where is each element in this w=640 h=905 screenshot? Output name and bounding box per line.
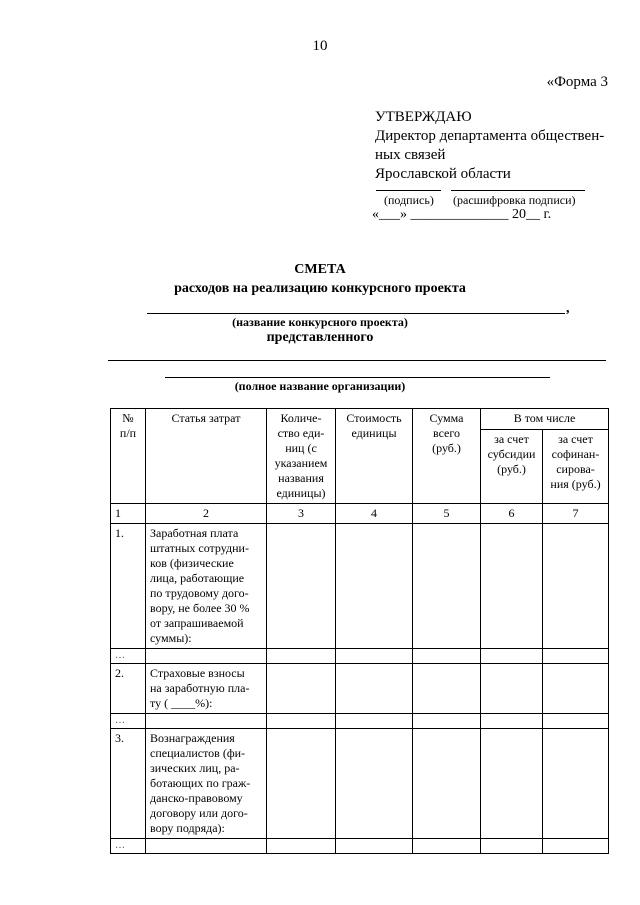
ellipsis: … [111,839,146,854]
row-number: 1. [111,524,146,649]
table-row [111,664,609,714]
empty-cell [481,664,543,714]
header-item: Статья затрат [146,409,267,504]
project-name-caption: (название конкурсного проекта) [232,315,408,329]
approver-line-3: Ярославской области [375,166,511,182]
approver-line-2: ных связей [375,147,446,163]
presented-label: представленного [266,330,374,345]
col-number: 5 [413,504,481,524]
ellipsis: … [111,714,146,729]
col-number: 3 [267,504,336,524]
project-name-line [147,313,565,314]
empty-cell [413,729,481,839]
expense-item: Вознаграждения специалистов (фи- зических лиц, ра- ботающих по граж- данско-правовому договору или дого- вору подряда): [146,729,267,839]
header-including: В том числе [481,409,609,430]
empty-cell [481,524,543,649]
approve-heading: УТВЕРЖДАЮ [375,109,472,125]
org-line-2 [165,377,550,378]
col-number: 1 [111,504,146,524]
column-number-row [111,504,609,524]
ellipsis-row [111,839,609,854]
row-number: 2. [111,664,146,714]
expense-item: Заработная плата штатных сотрудни- ков (физические лица, работающие по трудовому дого- вору, не более 30 % от запрашиваемой суммы): [146,524,267,649]
estimate-table [110,408,609,854]
empty-cell [413,664,481,714]
col-number: 7 [543,504,609,524]
header-unit-cost: Стоимость единицы [336,409,413,504]
org-line-1 [108,360,606,361]
col-number: 4 [336,504,413,524]
project-line-comma: , [566,301,570,316]
empty-cell [336,664,413,714]
table-row [111,729,609,839]
col-number: 2 [146,504,267,524]
document-subtitle: расходов на реализацию конкурсного проекта [174,281,466,296]
empty-cell [543,524,609,649]
row-number: 3. [111,729,146,839]
empty-cell [336,729,413,839]
signature-caption: (подпись) [384,193,434,207]
empty-cell [267,664,336,714]
form-label: «Форма 3 [546,74,608,90]
empty-cell [543,729,609,839]
document-title: СМЕТА [294,262,346,277]
approver-line-1: Директор департамента обществен- [375,128,605,144]
header-quantity: Количе- ство еди- ниц (с указанием названия единицы) [267,409,336,504]
empty-cell [413,524,481,649]
decode-caption: (расшифровка подписи) [453,193,576,207]
org-name-caption: (полное название организации) [234,379,406,393]
empty-cell [336,524,413,649]
empty-cell [267,524,336,649]
page-number: 10 [312,38,328,54]
decode-line [451,190,585,191]
header-no: № п/п [111,409,146,504]
table-row [111,524,609,649]
header-total: Сумма всего (руб.) [413,409,481,504]
header-cofinancing: за счет софинан- сирова- ния (руб.) [543,429,609,503]
col-number: 6 [481,504,543,524]
empty-cell [481,729,543,839]
header-subsidy: за счет субсидии (руб.) [481,429,543,503]
expense-item: Страховые взносы на заработную пла- ту ( ____%): [146,664,267,714]
ellipsis-row [111,714,609,729]
ellipsis-row [111,649,609,664]
empty-cell [543,664,609,714]
approval-block [375,108,604,184]
signature-line [376,190,441,191]
ellipsis: … [111,649,146,664]
approval-date-line: «___» ______________ 20__ г. [372,207,552,222]
empty-cell [267,729,336,839]
